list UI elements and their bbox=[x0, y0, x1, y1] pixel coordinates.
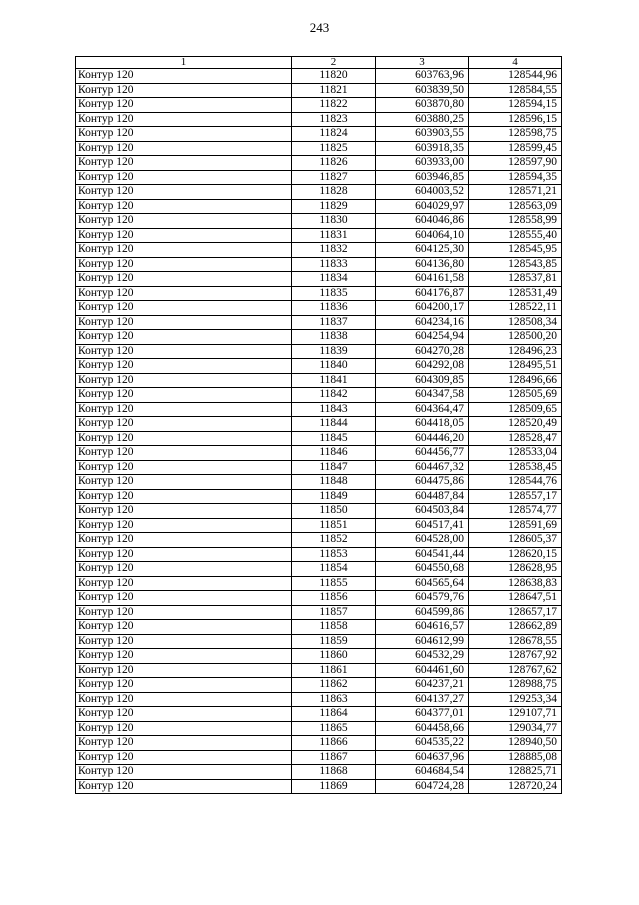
x-coordinate-cell: 604724,28 bbox=[376, 779, 469, 794]
x-coordinate-cell: 603839,50 bbox=[376, 83, 469, 98]
contour-name-cell: Контур 120 bbox=[76, 533, 292, 548]
x-coordinate-cell: 604458,66 bbox=[376, 721, 469, 736]
point-number-cell: 11840 bbox=[292, 359, 376, 374]
x-coordinate-cell: 604475,86 bbox=[376, 475, 469, 490]
y-coordinate-cell: 128584,55 bbox=[469, 83, 562, 98]
x-coordinate-cell: 604347,58 bbox=[376, 388, 469, 403]
table-row bbox=[76, 228, 562, 243]
contour-name-cell: Контур 120 bbox=[76, 547, 292, 562]
table-row bbox=[76, 402, 562, 417]
contour-name-cell: Контур 120 bbox=[76, 460, 292, 475]
point-number-cell: 11845 bbox=[292, 431, 376, 446]
x-coordinate-cell: 604161,58 bbox=[376, 272, 469, 287]
x-coordinate-cell: 604517,41 bbox=[376, 518, 469, 533]
table-row bbox=[76, 388, 562, 403]
x-coordinate-cell: 604535,22 bbox=[376, 736, 469, 751]
column-header-4: 4 bbox=[469, 57, 562, 69]
x-coordinate-cell: 604125,30 bbox=[376, 243, 469, 258]
x-coordinate-cell: 604550,68 bbox=[376, 562, 469, 577]
y-coordinate-cell: 128598,75 bbox=[469, 127, 562, 142]
x-coordinate-cell: 604137,27 bbox=[376, 692, 469, 707]
x-coordinate-cell: 603903,55 bbox=[376, 127, 469, 142]
contour-name-cell: Контур 120 bbox=[76, 243, 292, 258]
table-row bbox=[76, 127, 562, 142]
table-row bbox=[76, 605, 562, 620]
contour-name-cell: Контур 120 bbox=[76, 663, 292, 678]
table-row bbox=[76, 286, 562, 301]
table-row bbox=[76, 272, 562, 287]
x-coordinate-cell: 604309,85 bbox=[376, 373, 469, 388]
y-coordinate-cell: 128505,69 bbox=[469, 388, 562, 403]
x-coordinate-cell: 604456,77 bbox=[376, 446, 469, 461]
y-coordinate-cell: 128509,65 bbox=[469, 402, 562, 417]
y-coordinate-cell: 128885,08 bbox=[469, 750, 562, 765]
contour-name-cell: Контур 120 bbox=[76, 214, 292, 229]
x-coordinate-cell: 604461,60 bbox=[376, 663, 469, 678]
point-number-cell: 11867 bbox=[292, 750, 376, 765]
x-coordinate-cell: 604487,84 bbox=[376, 489, 469, 504]
page-number: 243 bbox=[309, 20, 330, 35]
x-coordinate-cell: 604446,20 bbox=[376, 431, 469, 446]
x-coordinate-cell: 604532,29 bbox=[376, 649, 469, 664]
contour-name-cell: Контур 120 bbox=[76, 692, 292, 707]
table-row bbox=[76, 170, 562, 185]
contour-name-cell: Контур 120 bbox=[76, 359, 292, 374]
x-coordinate-cell: 604136,80 bbox=[376, 257, 469, 272]
y-coordinate-cell: 128605,37 bbox=[469, 533, 562, 548]
point-number-cell: 11834 bbox=[292, 272, 376, 287]
point-number-cell: 11832 bbox=[292, 243, 376, 258]
contour-name-cell: Контур 120 bbox=[76, 185, 292, 200]
table-row bbox=[76, 779, 562, 794]
point-number-cell: 11864 bbox=[292, 707, 376, 722]
point-number-cell: 11848 bbox=[292, 475, 376, 490]
table-row bbox=[76, 141, 562, 156]
y-coordinate-cell: 128563,09 bbox=[469, 199, 562, 214]
point-number-cell: 11822 bbox=[292, 98, 376, 113]
x-coordinate-cell: 604270,28 bbox=[376, 344, 469, 359]
y-coordinate-cell: 128496,23 bbox=[469, 344, 562, 359]
x-coordinate-cell: 604579,76 bbox=[376, 591, 469, 606]
point-number-cell: 11841 bbox=[292, 373, 376, 388]
table-row bbox=[76, 591, 562, 606]
table-row bbox=[76, 721, 562, 736]
x-coordinate-cell: 603933,00 bbox=[376, 156, 469, 171]
column-header-2: 2 bbox=[292, 57, 376, 69]
y-coordinate-cell: 128545,95 bbox=[469, 243, 562, 258]
column-header-1: 1 bbox=[76, 57, 292, 69]
point-number-cell: 11853 bbox=[292, 547, 376, 562]
point-number-cell: 11859 bbox=[292, 634, 376, 649]
table-row bbox=[76, 301, 562, 316]
contour-name-cell: Контур 120 bbox=[76, 257, 292, 272]
column-header-3: 3 bbox=[376, 57, 469, 69]
table-row bbox=[76, 373, 562, 388]
point-number-cell: 11826 bbox=[292, 156, 376, 171]
coordinates-table bbox=[75, 56, 562, 794]
point-number-cell: 11862 bbox=[292, 678, 376, 693]
x-coordinate-cell: 604503,84 bbox=[376, 504, 469, 519]
x-coordinate-cell: 603880,25 bbox=[376, 112, 469, 127]
table-row bbox=[76, 460, 562, 475]
table-row bbox=[76, 185, 562, 200]
table-row bbox=[76, 446, 562, 461]
point-number-cell: 11825 bbox=[292, 141, 376, 156]
y-coordinate-cell: 128720,24 bbox=[469, 779, 562, 794]
x-coordinate-cell: 604292,08 bbox=[376, 359, 469, 374]
point-number-cell: 11869 bbox=[292, 779, 376, 794]
table-row bbox=[76, 98, 562, 113]
x-coordinate-cell: 604064,10 bbox=[376, 228, 469, 243]
point-number-cell: 11820 bbox=[292, 69, 376, 84]
contour-name-cell: Контур 120 bbox=[76, 170, 292, 185]
y-coordinate-cell: 128544,76 bbox=[469, 475, 562, 490]
y-coordinate-cell: 128767,62 bbox=[469, 663, 562, 678]
table-row bbox=[76, 489, 562, 504]
y-coordinate-cell: 128597,90 bbox=[469, 156, 562, 171]
contour-name-cell: Контур 120 bbox=[76, 112, 292, 127]
point-number-cell: 11863 bbox=[292, 692, 376, 707]
contour-name-cell: Контур 120 bbox=[76, 141, 292, 156]
point-number-cell: 11851 bbox=[292, 518, 376, 533]
y-coordinate-cell: 128558,99 bbox=[469, 214, 562, 229]
table-row bbox=[76, 576, 562, 591]
point-number-cell: 11866 bbox=[292, 736, 376, 751]
x-coordinate-cell: 604467,32 bbox=[376, 460, 469, 475]
point-number-cell: 11831 bbox=[292, 228, 376, 243]
contour-name-cell: Контур 120 bbox=[76, 402, 292, 417]
y-coordinate-cell: 128543,85 bbox=[469, 257, 562, 272]
x-coordinate-cell: 603946,85 bbox=[376, 170, 469, 185]
y-coordinate-cell: 128594,35 bbox=[469, 170, 562, 185]
point-number-cell: 11842 bbox=[292, 388, 376, 403]
contour-name-cell: Контур 120 bbox=[76, 765, 292, 780]
table-row bbox=[76, 765, 562, 780]
x-coordinate-cell: 604599,86 bbox=[376, 605, 469, 620]
contour-name-cell: Контур 120 bbox=[76, 156, 292, 171]
point-number-cell: 11865 bbox=[292, 721, 376, 736]
contour-name-cell: Контур 120 bbox=[76, 199, 292, 214]
point-number-cell: 11829 bbox=[292, 199, 376, 214]
x-coordinate-cell: 604176,87 bbox=[376, 286, 469, 301]
table-row bbox=[76, 547, 562, 562]
x-coordinate-cell: 604418,05 bbox=[376, 417, 469, 432]
table-row bbox=[76, 707, 562, 722]
contour-name-cell: Контур 120 bbox=[76, 431, 292, 446]
x-coordinate-cell: 603763,96 bbox=[376, 69, 469, 84]
x-coordinate-cell: 604612,99 bbox=[376, 634, 469, 649]
point-number-cell: 11846 bbox=[292, 446, 376, 461]
contour-name-cell: Контур 120 bbox=[76, 69, 292, 84]
table-row bbox=[76, 359, 562, 374]
x-coordinate-cell: 604237,21 bbox=[376, 678, 469, 693]
table-row bbox=[76, 199, 562, 214]
point-number-cell: 11833 bbox=[292, 257, 376, 272]
y-coordinate-cell: 128678,55 bbox=[469, 634, 562, 649]
table-body bbox=[76, 69, 562, 794]
table-row bbox=[76, 257, 562, 272]
y-coordinate-cell: 128662,89 bbox=[469, 620, 562, 635]
contour-name-cell: Контур 120 bbox=[76, 504, 292, 519]
table-row bbox=[76, 315, 562, 330]
point-number-cell: 11843 bbox=[292, 402, 376, 417]
contour-name-cell: Контур 120 bbox=[76, 489, 292, 504]
point-number-cell: 11835 bbox=[292, 286, 376, 301]
x-coordinate-cell: 604637,96 bbox=[376, 750, 469, 765]
x-coordinate-cell: 604565,64 bbox=[376, 576, 469, 591]
contour-name-cell: Контур 120 bbox=[76, 83, 292, 98]
point-number-cell: 11824 bbox=[292, 127, 376, 142]
y-coordinate-cell: 128555,40 bbox=[469, 228, 562, 243]
y-coordinate-cell: 129034,77 bbox=[469, 721, 562, 736]
contour-name-cell: Контур 120 bbox=[76, 562, 292, 577]
y-coordinate-cell: 128596,15 bbox=[469, 112, 562, 127]
contour-name-cell: Контур 120 bbox=[76, 228, 292, 243]
contour-name-cell: Контур 120 bbox=[76, 576, 292, 591]
y-coordinate-cell: 128500,20 bbox=[469, 330, 562, 345]
x-coordinate-cell: 604029,97 bbox=[376, 199, 469, 214]
contour-name-cell: Контур 120 bbox=[76, 98, 292, 113]
point-number-cell: 11844 bbox=[292, 417, 376, 432]
table-row bbox=[76, 214, 562, 229]
point-number-cell: 11836 bbox=[292, 301, 376, 316]
table-row bbox=[76, 562, 562, 577]
y-coordinate-cell: 128537,81 bbox=[469, 272, 562, 287]
y-coordinate-cell: 128988,75 bbox=[469, 678, 562, 693]
y-coordinate-cell: 128522,11 bbox=[469, 301, 562, 316]
contour-name-cell: Контур 120 bbox=[76, 620, 292, 635]
table-row bbox=[76, 678, 562, 693]
contour-name-cell: Контур 120 bbox=[76, 721, 292, 736]
contour-name-cell: Контур 120 bbox=[76, 388, 292, 403]
contour-name-cell: Контур 120 bbox=[76, 127, 292, 142]
y-coordinate-cell: 128628,95 bbox=[469, 562, 562, 577]
table-row bbox=[76, 475, 562, 490]
contour-name-cell: Контур 120 bbox=[76, 591, 292, 606]
y-coordinate-cell: 128594,15 bbox=[469, 98, 562, 113]
table-row bbox=[76, 69, 562, 84]
table-header-row bbox=[76, 57, 562, 69]
table-row bbox=[76, 83, 562, 98]
y-coordinate-cell: 128599,45 bbox=[469, 141, 562, 156]
table-row bbox=[76, 518, 562, 533]
y-coordinate-cell: 128531,49 bbox=[469, 286, 562, 301]
table-row bbox=[76, 243, 562, 258]
point-number-cell: 11839 bbox=[292, 344, 376, 359]
table-row bbox=[76, 156, 562, 171]
x-coordinate-cell: 604616,57 bbox=[376, 620, 469, 635]
contour-name-cell: Контур 120 bbox=[76, 736, 292, 751]
contour-name-cell: Контур 120 bbox=[76, 446, 292, 461]
point-number-cell: 11827 bbox=[292, 170, 376, 185]
contour-name-cell: Контур 120 bbox=[76, 475, 292, 490]
table-row bbox=[76, 736, 562, 751]
contour-name-cell: Контур 120 bbox=[76, 417, 292, 432]
y-coordinate-cell: 128591,69 bbox=[469, 518, 562, 533]
point-number-cell: 11855 bbox=[292, 576, 376, 591]
point-number-cell: 11828 bbox=[292, 185, 376, 200]
point-number-cell: 11856 bbox=[292, 591, 376, 606]
y-coordinate-cell: 128557,17 bbox=[469, 489, 562, 504]
table-row bbox=[76, 620, 562, 635]
contour-name-cell: Контур 120 bbox=[76, 750, 292, 765]
point-number-cell: 11838 bbox=[292, 330, 376, 345]
point-number-cell: 11823 bbox=[292, 112, 376, 127]
table-row bbox=[76, 431, 562, 446]
y-coordinate-cell: 128574,77 bbox=[469, 504, 562, 519]
y-coordinate-cell: 128508,34 bbox=[469, 315, 562, 330]
point-number-cell: 11847 bbox=[292, 460, 376, 475]
y-coordinate-cell: 128496,66 bbox=[469, 373, 562, 388]
table-row bbox=[76, 750, 562, 765]
contour-name-cell: Контур 120 bbox=[76, 373, 292, 388]
point-number-cell: 11837 bbox=[292, 315, 376, 330]
y-coordinate-cell: 128495,51 bbox=[469, 359, 562, 374]
point-number-cell: 11858 bbox=[292, 620, 376, 635]
x-coordinate-cell: 604684,54 bbox=[376, 765, 469, 780]
x-coordinate-cell: 604377,01 bbox=[376, 707, 469, 722]
contour-name-cell: Контур 120 bbox=[76, 779, 292, 794]
table-row bbox=[76, 417, 562, 432]
point-number-cell: 11861 bbox=[292, 663, 376, 678]
y-coordinate-cell: 129253,34 bbox=[469, 692, 562, 707]
y-coordinate-cell: 128571,21 bbox=[469, 185, 562, 200]
table-row bbox=[76, 692, 562, 707]
point-number-cell: 11850 bbox=[292, 504, 376, 519]
table-row bbox=[76, 112, 562, 127]
y-coordinate-cell: 128528,47 bbox=[469, 431, 562, 446]
x-coordinate-cell: 604200,17 bbox=[376, 301, 469, 316]
y-coordinate-cell: 128767,92 bbox=[469, 649, 562, 664]
x-coordinate-cell: 604254,94 bbox=[376, 330, 469, 345]
x-coordinate-cell: 603870,80 bbox=[376, 98, 469, 113]
point-number-cell: 11860 bbox=[292, 649, 376, 664]
table-row bbox=[76, 344, 562, 359]
contour-name-cell: Контур 120 bbox=[76, 649, 292, 664]
contour-name-cell: Контур 120 bbox=[76, 286, 292, 301]
table-row bbox=[76, 649, 562, 664]
contour-name-cell: Контур 120 bbox=[76, 678, 292, 693]
point-number-cell: 11849 bbox=[292, 489, 376, 504]
y-coordinate-cell: 128657,17 bbox=[469, 605, 562, 620]
x-coordinate-cell: 604234,16 bbox=[376, 315, 469, 330]
contour-name-cell: Контур 120 bbox=[76, 518, 292, 533]
contour-name-cell: Контур 120 bbox=[76, 344, 292, 359]
point-number-cell: 11830 bbox=[292, 214, 376, 229]
x-coordinate-cell: 604528,00 bbox=[376, 533, 469, 548]
contour-name-cell: Контур 120 bbox=[76, 330, 292, 345]
contour-name-cell: Контур 120 bbox=[76, 605, 292, 620]
contour-name-cell: Контур 120 bbox=[76, 301, 292, 316]
y-coordinate-cell: 128620,15 bbox=[469, 547, 562, 562]
table-row bbox=[76, 330, 562, 345]
x-coordinate-cell: 604364,47 bbox=[376, 402, 469, 417]
y-coordinate-cell: 128940,50 bbox=[469, 736, 562, 751]
x-coordinate-cell: 604541,44 bbox=[376, 547, 469, 562]
contour-name-cell: Контур 120 bbox=[76, 634, 292, 649]
y-coordinate-cell: 128544,96 bbox=[469, 69, 562, 84]
table-row bbox=[76, 504, 562, 519]
point-number-cell: 11821 bbox=[292, 83, 376, 98]
y-coordinate-cell: 128520,49 bbox=[469, 417, 562, 432]
point-number-cell: 11854 bbox=[292, 562, 376, 577]
table-row bbox=[76, 533, 562, 548]
y-coordinate-cell: 128825,71 bbox=[469, 765, 562, 780]
y-coordinate-cell: 128538,45 bbox=[469, 460, 562, 475]
contour-name-cell: Контур 120 bbox=[76, 272, 292, 287]
y-coordinate-cell: 128638,83 bbox=[469, 576, 562, 591]
point-number-cell: 11857 bbox=[292, 605, 376, 620]
contour-name-cell: Контур 120 bbox=[76, 707, 292, 722]
x-coordinate-cell: 604046,86 bbox=[376, 214, 469, 229]
table-row bbox=[76, 634, 562, 649]
x-coordinate-cell: 603918,35 bbox=[376, 141, 469, 156]
point-number-cell: 11868 bbox=[292, 765, 376, 780]
contour-name-cell: Контур 120 bbox=[76, 315, 292, 330]
y-coordinate-cell: 128647,51 bbox=[469, 591, 562, 606]
y-coordinate-cell: 128533,04 bbox=[469, 446, 562, 461]
y-coordinate-cell: 129107,71 bbox=[469, 707, 562, 722]
table-row bbox=[76, 663, 562, 678]
point-number-cell: 11852 bbox=[292, 533, 376, 548]
x-coordinate-cell: 604003,52 bbox=[376, 185, 469, 200]
